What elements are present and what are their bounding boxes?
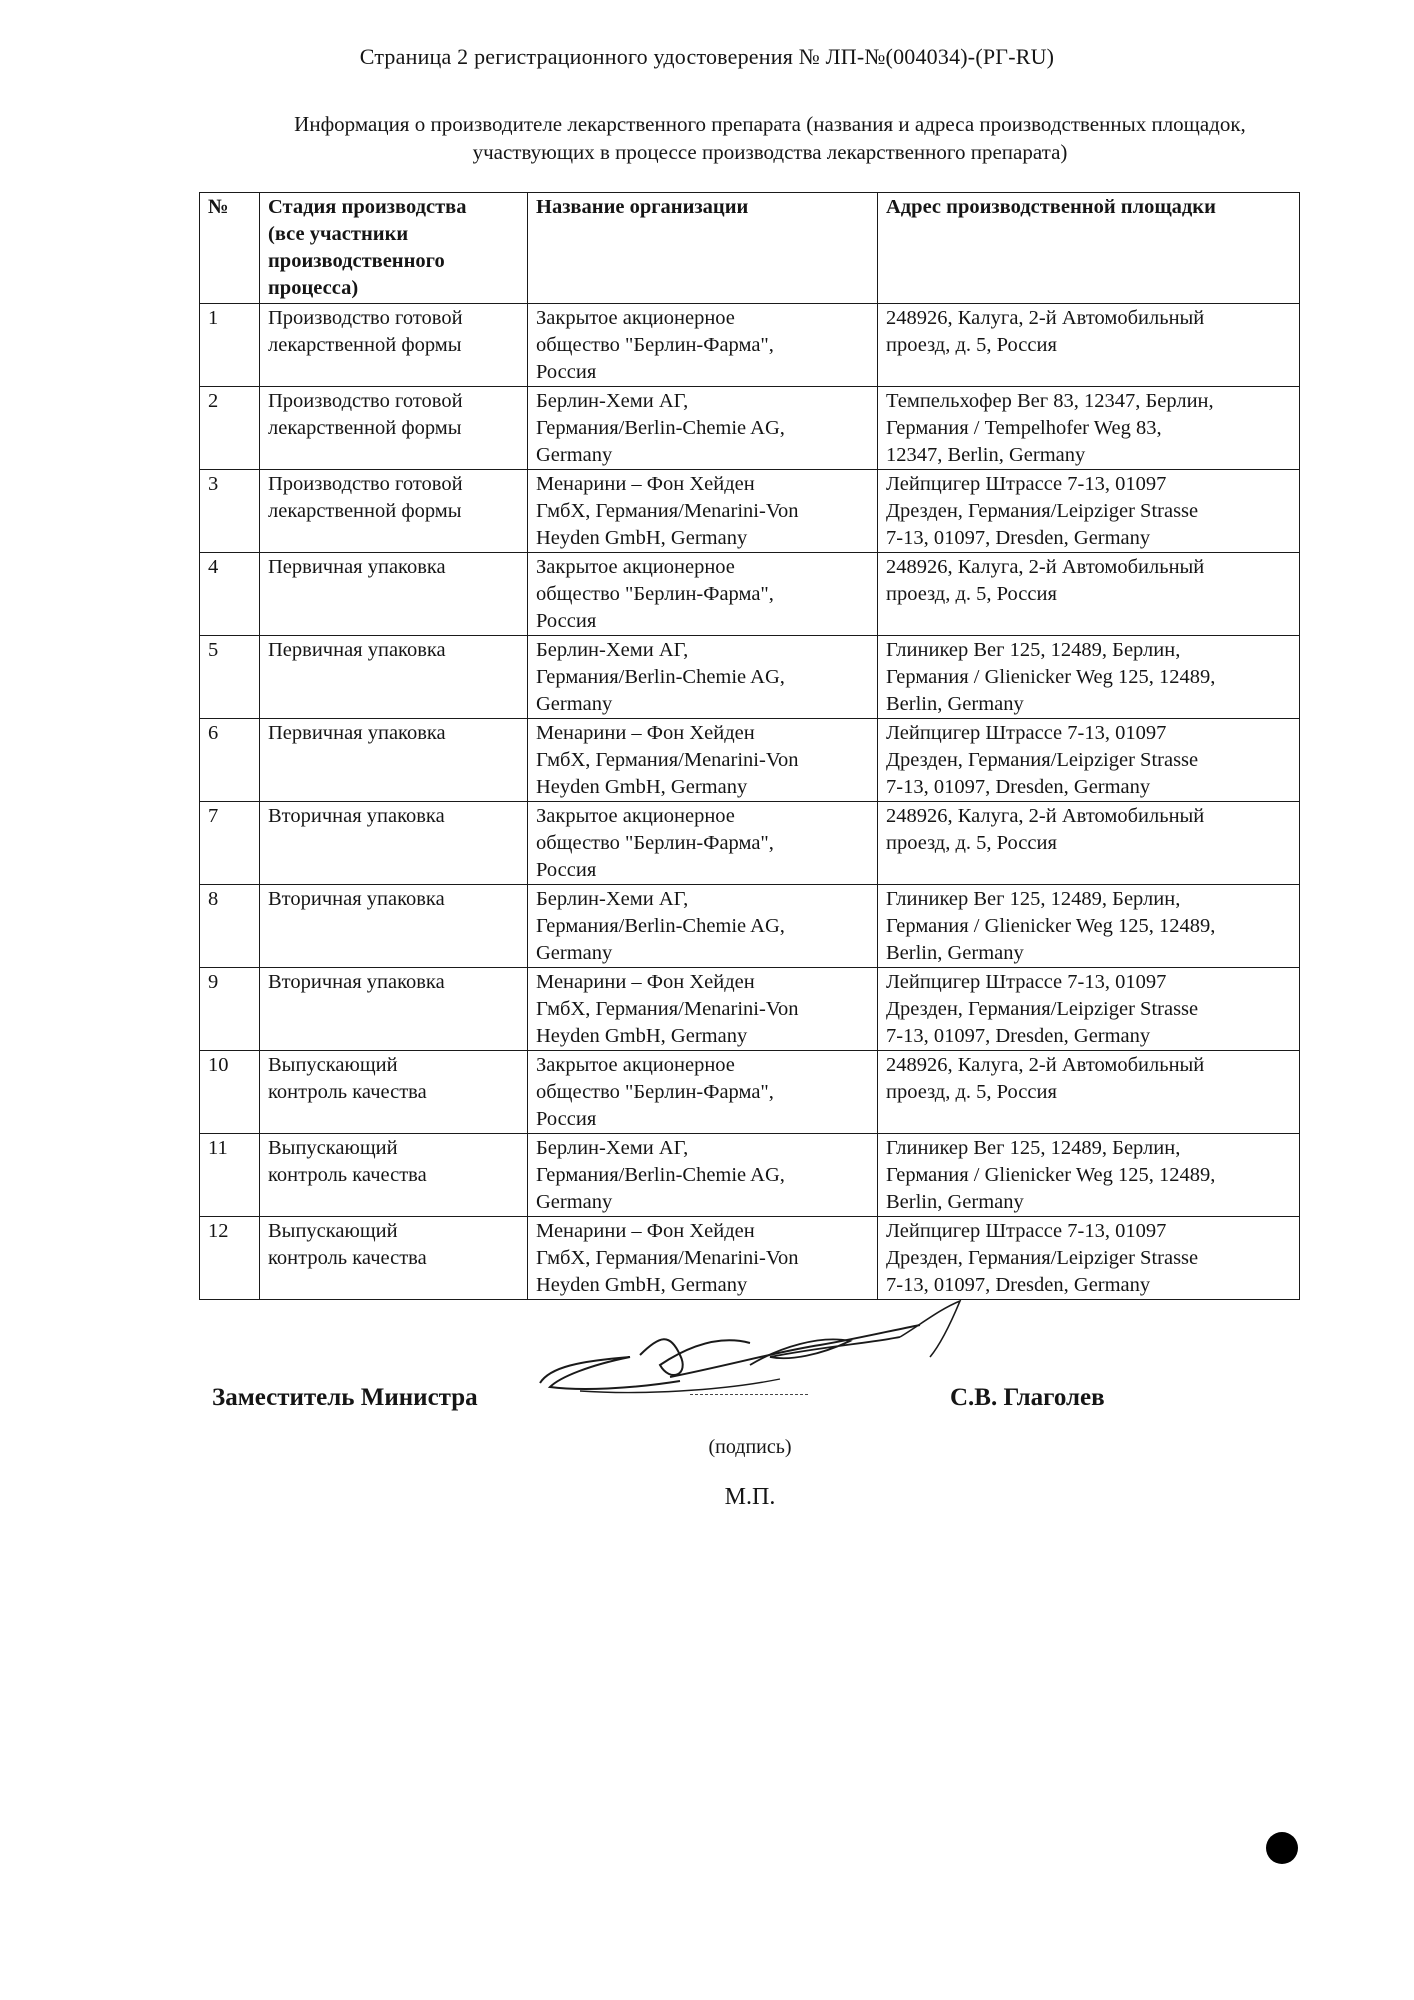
table-row (200, 636, 1300, 719)
organization-line: ГмбХ, Германия/Menarini-Von (536, 1247, 799, 1269)
organization-line: Закрытое акционерное (536, 556, 735, 578)
organization-line: Germany (536, 444, 613, 466)
row-number: 11 (200, 1134, 260, 1217)
address-line: проезд, д. 5, Россия (886, 334, 1057, 356)
row-number: 5 (200, 636, 260, 719)
organization-cell (528, 553, 878, 636)
organization-line: Россия (536, 361, 597, 383)
address-line: 7-13, 01097, Dresden, Germany (886, 1274, 1151, 1296)
address-cell (878, 1134, 1300, 1217)
organization-cell (528, 1051, 878, 1134)
organization-cell (528, 387, 878, 470)
table-body (200, 304, 1300, 1300)
organization-line: Закрытое акционерное (536, 805, 735, 827)
organization-line: Менарини – Фон Хейден (536, 722, 755, 744)
organization-cell (528, 802, 878, 885)
organization-line: Heyden GmbH, Germany (536, 776, 748, 798)
address-cell (878, 1051, 1300, 1134)
stage-line: Производство готовой (268, 307, 463, 329)
table-row (200, 802, 1300, 885)
organization-line: ГмбХ, Германия/Menarini-Von (536, 998, 799, 1020)
stage-line: Первичная упаковка (268, 639, 446, 661)
organization-line: общество "Берлин-Фарма", (536, 832, 774, 854)
organization-line: Россия (536, 859, 597, 881)
table-row (200, 1051, 1300, 1134)
organization-line: Heyden GmbH, Germany (536, 1025, 748, 1047)
table-row (200, 1217, 1300, 1300)
page-title: Страница 2 регистрационного удостоверения № ЛП-№(004034)-(РГ-RU) (359, 44, 1055, 69)
organization-cell (528, 968, 878, 1051)
organization-cell (528, 470, 878, 553)
address-line: Глиникер Вег 125, 12489, Берлин, (886, 1137, 1181, 1159)
table-row (200, 553, 1300, 636)
header-organization: Название организации (528, 193, 878, 304)
address-line: 7-13, 01097, Dresden, Germany (886, 527, 1151, 549)
stage-line: Первичная упаковка (268, 722, 446, 744)
stage-line: Производство готовой (268, 390, 463, 412)
address-line: 248926, Калуга, 2-й Автомобильный (886, 307, 1205, 329)
address-cell (878, 802, 1300, 885)
header-stage-line: процесса) (268, 277, 359, 299)
address-line: Темпельхофер Вег 83, 12347, Берлин, (886, 390, 1214, 412)
stage-cell (260, 1217, 528, 1300)
organization-line: Германия/Berlin-Chemie AG, (536, 417, 785, 439)
address-cell (878, 636, 1300, 719)
organization-line: общество "Берлин-Фарма", (536, 1081, 774, 1103)
address-line: Berlin, Germany (886, 1191, 1024, 1213)
organization-cell (528, 719, 878, 802)
table-header-row (200, 193, 1300, 304)
stage-cell (260, 387, 528, 470)
address-line: 248926, Калуга, 2-й Автомобильный (886, 556, 1205, 578)
stage-cell (260, 1051, 528, 1134)
stage-line: Вторичная упаковка (268, 888, 445, 910)
stage-cell (260, 553, 528, 636)
organization-cell (528, 1217, 878, 1300)
address-line: 12347, Berlin, Germany (886, 444, 1086, 466)
organization-line: Германия/Berlin-Chemie AG, (536, 1164, 785, 1186)
signature-line (690, 1394, 808, 1395)
organization-line: Менарини – Фон Хейден (536, 971, 755, 993)
address-cell (878, 885, 1300, 968)
info-heading-line-1: Информация о производителе лекарственного препарата (названия и адреса производственных площадок, (294, 112, 1246, 136)
row-number: 7 (200, 802, 260, 885)
stage-cell (260, 802, 528, 885)
address-line: Berlin, Germany (886, 693, 1024, 715)
seal-mark: М.П. (724, 1484, 776, 1510)
organization-line: Heyden GmbH, Germany (536, 1274, 748, 1296)
stage-cell (260, 1134, 528, 1217)
organization-line: общество "Берлин-Фарма", (536, 334, 774, 356)
stage-line: Вторичная упаковка (268, 805, 445, 827)
address-line: Дрезден, Германия/Leipziger Strasse (886, 998, 1199, 1020)
address-line: 248926, Калуга, 2-й Автомобильный (886, 1054, 1205, 1076)
row-number: 12 (200, 1217, 260, 1300)
stage-line: лекарственной формы (268, 334, 462, 356)
organization-line: Менарини – Фон Хейден (536, 473, 755, 495)
organization-line: общество "Берлин-Фарма", (536, 583, 774, 605)
stage-cell (260, 885, 528, 968)
row-number: 3 (200, 470, 260, 553)
organization-line: Germany (536, 1191, 613, 1213)
stage-line: Выпускающий (268, 1137, 398, 1159)
address-line: Германия / Glienicker Weg 125, 12489, (886, 666, 1216, 688)
stage-cell (260, 719, 528, 802)
header-stage-line: (все участники (268, 223, 409, 245)
organization-line: Germany (536, 942, 613, 964)
signatory-role: Заместитель Министра (212, 1384, 478, 1411)
address-line: 7-13, 01097, Dresden, Germany (886, 776, 1151, 798)
address-line: Германия / Glienicker Weg 125, 12489, (886, 915, 1216, 937)
manufacturers-table (199, 192, 1300, 1300)
header-stage (260, 193, 528, 304)
header-stage-line: производственного (268, 250, 445, 272)
table-row (200, 1134, 1300, 1217)
organization-line: Берлин-Хеми АГ, (536, 639, 689, 661)
row-number: 9 (200, 968, 260, 1051)
info-heading (200, 110, 1340, 166)
address-cell (878, 719, 1300, 802)
stage-line: Производство готовой (268, 473, 463, 495)
address-line: Лейпцигер Штрассе 7-13, 01097 (886, 722, 1167, 744)
address-line: Дрезден, Германия/Leipziger Strasse (886, 749, 1199, 771)
address-cell (878, 304, 1300, 387)
address-cell (878, 470, 1300, 553)
address-line: 248926, Калуга, 2-й Автомобильный (886, 805, 1205, 827)
stage-line: контроль качества (268, 1164, 427, 1186)
organization-line: Закрытое акционерное (536, 1054, 735, 1076)
page-marker-dot (1266, 1832, 1298, 1864)
organization-line: Менарини – Фон Хейден (536, 1220, 755, 1242)
address-line: проезд, д. 5, Россия (886, 832, 1057, 854)
address-line: проезд, д. 5, Россия (886, 583, 1057, 605)
organization-line: Берлин-Хеми АГ, (536, 390, 689, 412)
address-line: Дрезден, Германия/Leipziger Strasse (886, 500, 1199, 522)
organization-line: ГмбХ, Германия/Menarini-Von (536, 500, 799, 522)
stage-line: Первичная упаковка (268, 556, 446, 578)
stage-line: контроль качества (268, 1247, 427, 1269)
address-line: 7-13, 01097, Dresden, Germany (886, 1025, 1151, 1047)
address-line: проезд, д. 5, Россия (886, 1081, 1057, 1103)
table-row (200, 968, 1300, 1051)
organization-line: ГмбХ, Германия/Menarini-Von (536, 749, 799, 771)
stage-line: Выпускающий (268, 1220, 398, 1242)
organization-cell (528, 304, 878, 387)
stage-line: Вторичная упаковка (268, 971, 445, 993)
address-line: Германия / Tempelhofer Weg 83, (886, 417, 1162, 439)
organization-line: Закрытое акционерное (536, 307, 735, 329)
signature-caption: (подпись) (708, 1436, 792, 1458)
organization-line: Германия/Berlin-Chemie AG, (536, 915, 785, 937)
organization-line: Германия/Berlin-Chemie AG, (536, 666, 785, 688)
stage-line: контроль качества (268, 1081, 427, 1103)
address-line: Лейпцигер Штрассе 7-13, 01097 (886, 1220, 1167, 1242)
header-address: Адрес производственной площадки (878, 193, 1300, 304)
handwritten-signature (520, 1295, 980, 1410)
organization-line: Heyden GmbH, Germany (536, 527, 748, 549)
row-number: 1 (200, 304, 260, 387)
address-cell (878, 387, 1300, 470)
stage-cell (260, 304, 528, 387)
organization-line: Россия (536, 610, 597, 632)
address-line: Лейпцигер Штрассе 7-13, 01097 (886, 473, 1167, 495)
stage-cell (260, 636, 528, 719)
address-cell (878, 553, 1300, 636)
row-number: 2 (200, 387, 260, 470)
table-row (200, 470, 1300, 553)
table-row (200, 304, 1300, 387)
organization-line: Germany (536, 693, 613, 715)
organization-line: Берлин-Хеми АГ, (536, 888, 689, 910)
stage-line: лекарственной формы (268, 500, 462, 522)
address-line: Германия / Glienicker Weg 125, 12489, (886, 1164, 1216, 1186)
row-number: 10 (200, 1051, 260, 1134)
address-line: Berlin, Germany (886, 942, 1024, 964)
stage-line: лекарственной формы (268, 417, 462, 439)
header-number: № (200, 193, 260, 304)
address-line: Глиникер Вег 125, 12489, Берлин, (886, 888, 1181, 910)
organization-cell (528, 636, 878, 719)
row-number: 4 (200, 553, 260, 636)
row-number: 6 (200, 719, 260, 802)
organization-line: Берлин-Хеми АГ, (536, 1137, 689, 1159)
table-row (200, 719, 1300, 802)
stage-line: Выпускающий (268, 1054, 398, 1076)
address-cell (878, 1217, 1300, 1300)
address-line: Дрезден, Германия/Leipziger Strasse (886, 1247, 1199, 1269)
address-line: Лейпцигер Штрассе 7-13, 01097 (886, 971, 1167, 993)
stage-cell (260, 470, 528, 553)
address-cell (878, 968, 1300, 1051)
info-heading-line-2: участвующих в процессе производства лекарственного препарата) (472, 140, 1068, 164)
table-row (200, 387, 1300, 470)
organization-cell (528, 1134, 878, 1217)
organization-cell (528, 885, 878, 968)
organization-line: Россия (536, 1108, 597, 1130)
address-line: Глиникер Вег 125, 12489, Берлин, (886, 639, 1181, 661)
table-row (200, 885, 1300, 968)
header-stage-line: Стадия производства (268, 196, 467, 218)
row-number: 8 (200, 885, 260, 968)
stage-cell (260, 968, 528, 1051)
signatory-name: С.В. Глаголев (950, 1384, 1105, 1411)
